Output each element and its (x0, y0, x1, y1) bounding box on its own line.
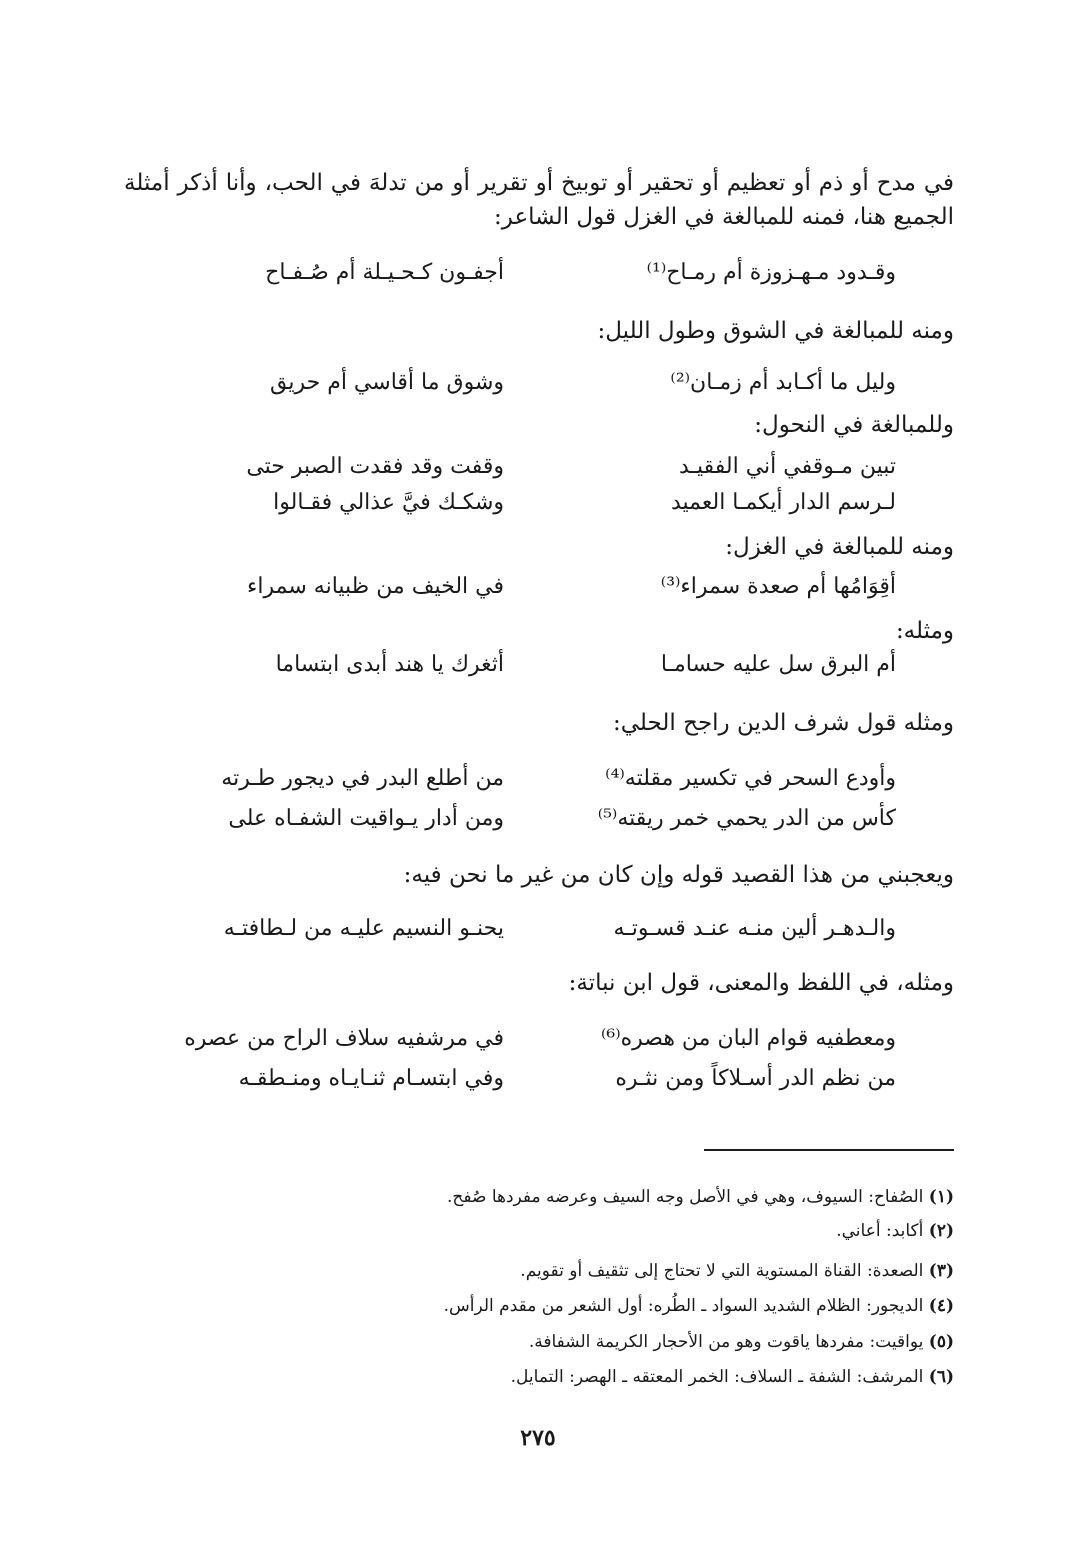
footnote-number: (٣) (928, 1261, 954, 1281)
verse-first-hemistich: من أطلع البدر في ديجور طـرته (221, 766, 504, 791)
footnote (124, 1184, 954, 1210)
footnote-text: أكابد: أعاني. (836, 1221, 924, 1241)
paragraph-intro: ومنه للمبالغة في الغزل: (725, 534, 954, 560)
footnote-text: يواقيت: مفردها ياقوت وهو من الأحجار الكريمة الشفافة. (528, 1332, 924, 1352)
footnote (124, 1293, 954, 1319)
verse-first-hemistich: يحنـو النسيم عليـه من لـطافتـه (223, 916, 504, 941)
paragraph-intro: ومثله قول شرف الدين راجح الحلي: (613, 710, 954, 736)
verse-first-hemistich: وشوق ما أقاسي أم حريق (270, 370, 504, 395)
verse-second-hemistich: تبين مـوقفي أني الفقيـد (679, 454, 896, 479)
paragraph-intro: وللمبالغة في النحول: (754, 412, 954, 438)
verse-first-hemistich: أجفـون كـحـيـلة أم صُـفـاح (265, 260, 504, 285)
footnote-number: (٢) (928, 1221, 954, 1241)
paragraph-intro: في مدح أو ذم أو تعظيم أو تحقير أو توبيخ أو تقرير أو من تدلهَ في الحب، وأنا أذكر أمثلة الجميع هنا، فمنه للمبالغة في الغزل قول الشاعر: (124, 170, 954, 230)
verse-first-hemistich: ومن أدار يـواقيت الشفـاه على (228, 806, 504, 831)
footnote-text: الصُفاح: السيوف، وهي في الأصل وجه السيف وعرضه مفردها صُفح. (447, 1187, 924, 1207)
verse-second-hemistich: أقِوَامُها أم صعدة سمراء⁽³⁾ (660, 574, 896, 599)
paragraph-intro: ومثله، في اللفظ والمعنى، قول ابن نباتة: (568, 970, 954, 996)
footnote (124, 1218, 954, 1244)
paragraph-intro: ويعجبني من هذا القصيد قوله وإن كان من غير ما نحن فيه: (403, 862, 954, 888)
verse-second-hemistich: وقـدود مـهـزوزة أم رمـاح⁽¹⁾ (646, 260, 896, 285)
footnote (124, 1258, 954, 1284)
footnote-number: (٥) (928, 1332, 954, 1352)
footnote-text: المرشف: الشفة ـ السلاف: الخمر المعتقه ـ الهصر: التمايل. (510, 1367, 924, 1387)
paragraph-intro: ومنه للمبالغة في الشوق وطول الليل: (597, 318, 954, 344)
paragraph-intro: ومثله: (895, 618, 954, 644)
footnote (124, 1329, 954, 1355)
verse-first-hemistich: في مرشفيه سلاف الراح من عصره (184, 1026, 504, 1051)
verse-second-hemistich: كأس من الدر يحمي خمر ريقته⁽⁵⁾ (597, 806, 896, 831)
verse-first-hemistich: وشكـك فيَّ عذالي فقـالوا (273, 490, 504, 515)
footnote-text: الصعدة: القناة المستوية التي لا تحتاج إلى تثقيف أو تقويم. (520, 1261, 924, 1281)
verse-second-hemistich: والـدهـر ألين منـه عنـد قسـوتـه (613, 916, 896, 941)
verse-second-hemistich: وليل ما أكـابد أم زمـان⁽²⁾ (670, 370, 896, 395)
verse-first-hemistich: أثغرك يا هند أبدى ابتساما (275, 652, 504, 677)
footnote-separator (704, 1149, 954, 1151)
verse-second-hemistich: لـرسم الدار أيكمـا العميد (670, 490, 896, 515)
page-number: ٢٧٥ (520, 1425, 556, 1451)
verse-first-hemistich: في الخيف من ظبيانه سمراء (247, 574, 504, 599)
footnote-number: (٦) (928, 1367, 954, 1387)
verse-second-hemistich: وأودع السحر في تكسير مقلته⁽⁴⁾ (605, 766, 896, 791)
verse-first-hemistich: وفي ابتسـام ثنـايـاه ومنـطقـه (238, 1066, 504, 1091)
footnote-number: (٤) (928, 1296, 954, 1316)
footnote-text: الديجور: الظلام الشديد السواد ـ الطُره: أول الشعر من مقدم الرأس. (443, 1296, 924, 1316)
footnote (124, 1364, 954, 1390)
verse-second-hemistich: من نظم الدر أسـلاكاً ومن نثـره (615, 1066, 896, 1091)
verse-second-hemistich: أم البرق سل عليه حسامـا (660, 652, 896, 677)
footnote-number: (١) (928, 1187, 954, 1207)
verse-second-hemistich: ومعطفيه قوام البان من هصره⁽⁶⁾ (600, 1026, 896, 1051)
verse-first-hemistich: وقفت وقد فقدت الصبر حتى (246, 454, 504, 479)
